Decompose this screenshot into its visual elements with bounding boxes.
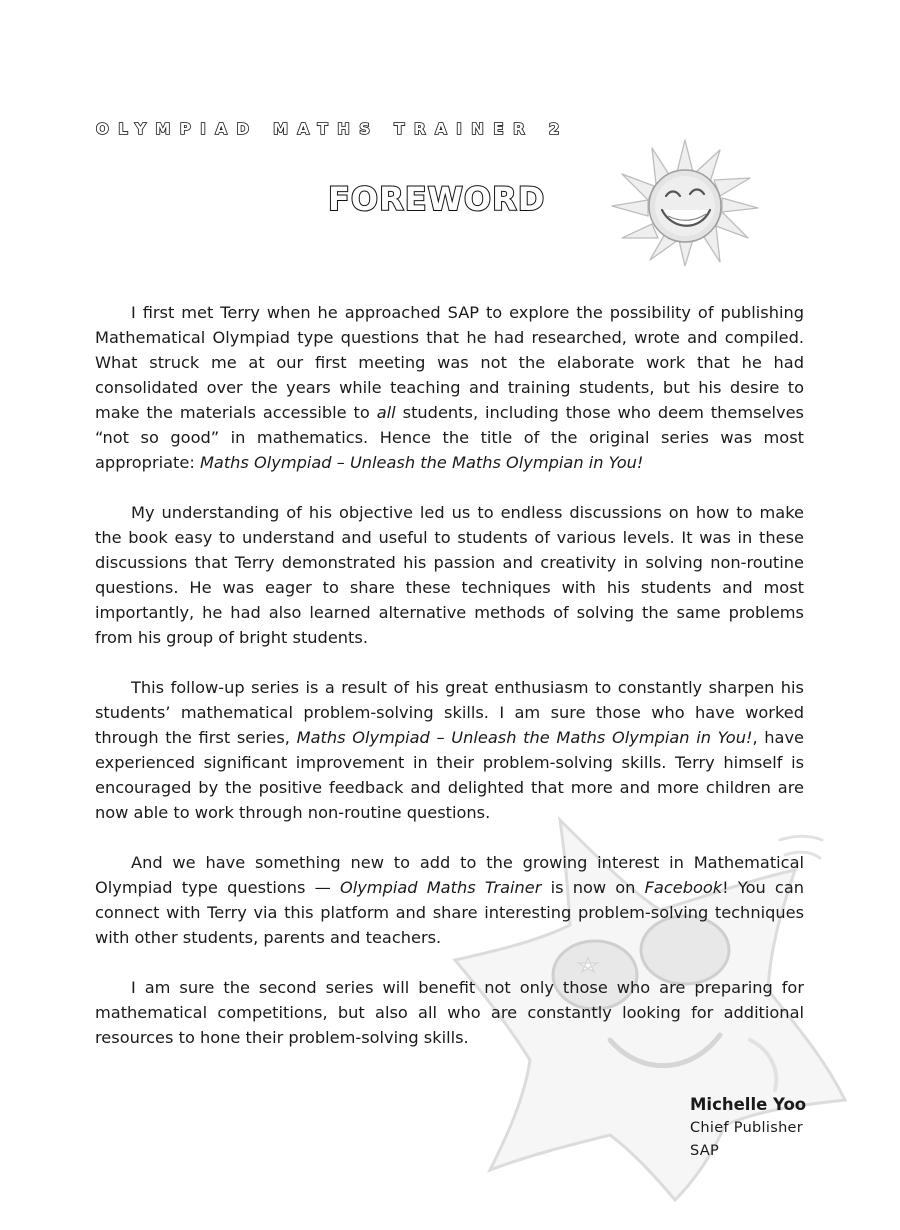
paragraph-1-series-title: Maths Olympiad – Unleash the Maths Olympian in You! (199, 453, 644, 472)
paragraph-4-text-c: ! You can connect with Terry via this platform and share interesting problem-solving techniques with other students, parents and teachers. (95, 878, 804, 947)
paragraph-3-series-title: Maths Olympiad – Unleash the Maths Olympian in You! (296, 728, 753, 747)
paragraph-4-book-title: Olympiad Maths Trainer (339, 878, 542, 897)
paragraph-4-text-b: is now on (541, 878, 645, 897)
signature-block (690, 1093, 806, 1163)
signature-name: Michelle Yoo (690, 1095, 807, 1114)
page-title: FOREWORD (328, 180, 546, 218)
foreword-body (95, 300, 804, 1075)
paragraph-2: My understanding of his objective led us to endless discussions on how to make the book easy to understand and useful to students of various levels. It was in these discussions that Terry demonstrated his passion and creativity in solving non-routine questions. He was eager to share these techniques with his students and most importantly, he had also learned alternative methods of solving the same problems from his group of bright students. (95, 503, 804, 647)
paragraph-3-text-a: This follow-up series is a result of his great enthusiasm to constantly sharpen his students’ mathematical problem-solving skills. I am sure those who have worked through the first series, (95, 678, 804, 747)
signature-role: Chief Publisher (690, 1120, 804, 1136)
paragraph-4 (95, 850, 804, 950)
paragraph-4-facebook: Facebook (644, 878, 723, 897)
paragraph-1-emphasis-all: all (376, 403, 396, 422)
paragraph-1-text-b: students, including those who deem themselves “not so good” in mathematics. Hence the title of the original series was most appropriate: (95, 403, 804, 472)
paragraph-3 (95, 675, 804, 825)
paragraph-1-text-a: I first met Terry when he approached SAP to explore the possibility of publishing Mathematical Olympiad type questions that he had researched, wrote and compiled. What struck me at our first meeting was not the elaborate work that he had consolidated over the years while teaching and training students, but his desire to make the materials accessible to (95, 303, 804, 422)
series-title: OLYMPIAD MATHS TRAINER 2 (96, 120, 569, 138)
paragraph-4-text-a: And we have something new to add to the growing interest in Mathematical Olympiad type questions — (95, 853, 804, 897)
signature-org: SAP (690, 1143, 720, 1159)
paragraph-3-text-b: , have experienced significant improvement in their problem-solving skills. Terry himself is encouraged by the positive feedback and delighted that more and more children are now able to work through non-routine questions. (95, 728, 805, 822)
sun-mascot-icon (610, 138, 760, 268)
paragraph-5: I am sure the second series will benefit not only those who are preparing for mathematical competitions, but also all who are constantly looking for additional resources to hone their problem-solving skills. (95, 978, 804, 1047)
paragraph-1 (95, 300, 804, 475)
